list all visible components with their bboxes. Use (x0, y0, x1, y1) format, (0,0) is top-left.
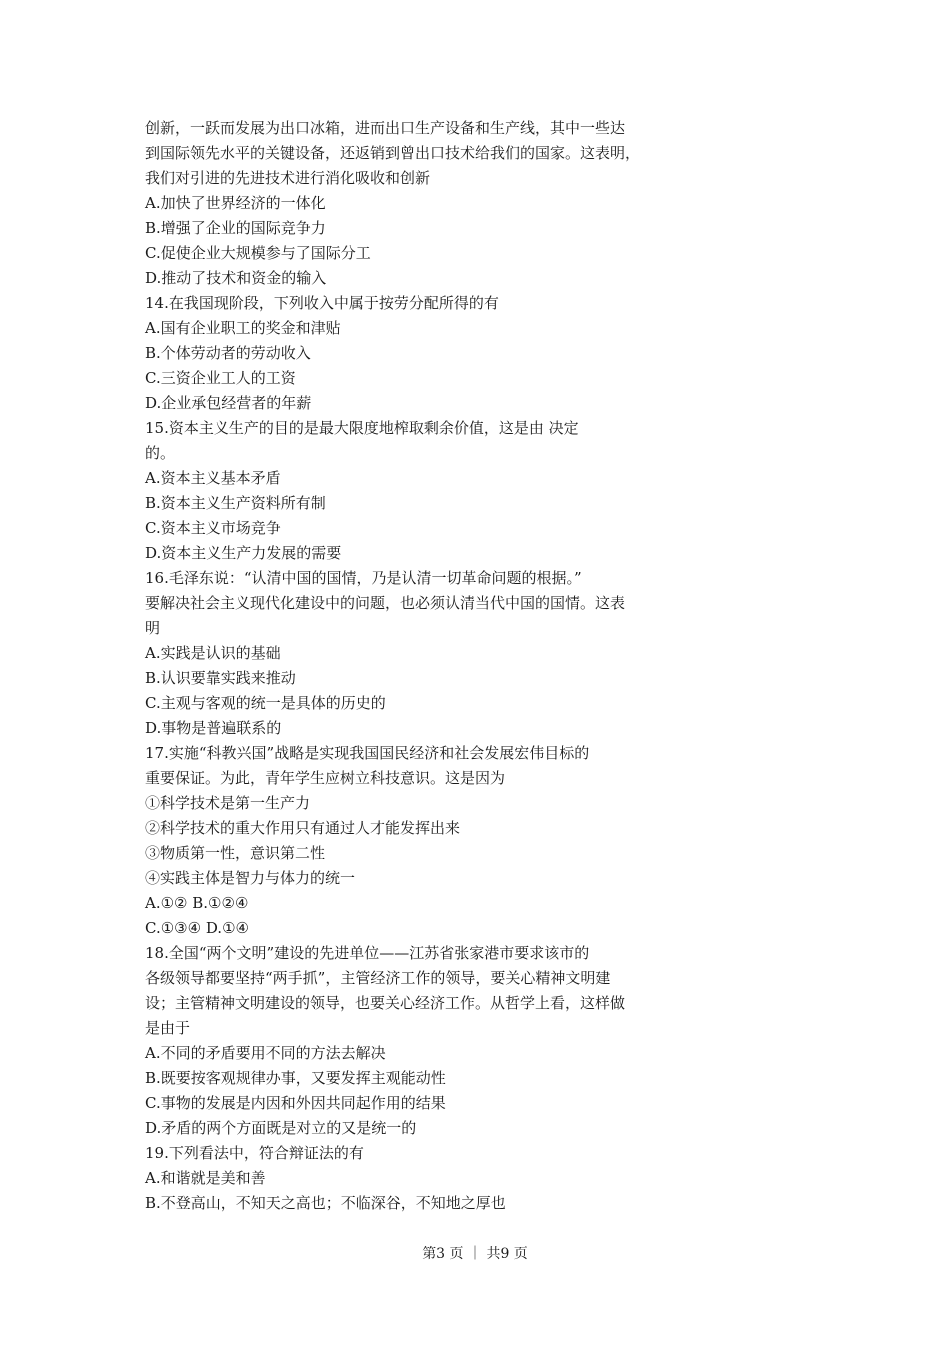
text-line: 创新，一跃而发展为出口冰箱，进而出口生产设备和生产线，其中一些达 (145, 119, 626, 137)
text-line: A.资本主义基本矛盾 (145, 469, 281, 487)
text-line: ①科学技术是第一生产力 (145, 794, 311, 812)
text-line: A.加快了世界经济的一体化 (145, 194, 326, 212)
text-line: 要解决社会主义现代化建设中的问题，也必须认清当代中国的国情。这表 (145, 594, 626, 612)
text-line: D.事物是普遍联系的 (145, 719, 282, 737)
text-line: A.和谐就是美和善 (145, 1169, 266, 1187)
text-line: 到国际领先水平的关键设备，还返销到曾出口技术给我们的国家。这表明， (145, 144, 641, 162)
text-line: D.推动了技术和资金的输入 (145, 269, 327, 287)
text-line: 是由于 (145, 1019, 191, 1037)
text-line: B.不登高山，不知天之高也；不临深谷，不知地之厚也 (145, 1194, 506, 1212)
text-line: A.国有企业职工的奖金和津贴 (145, 319, 341, 337)
text-line: 设；主管精神文明建设的领导，也要关心经济工作。从哲学上看，这样做 (145, 994, 626, 1012)
text-line: B.个体劳动者的劳动收入 (145, 344, 311, 362)
page-footer: 第3 页 ｜ 共9 页 (422, 1246, 528, 1262)
page-body (145, 116, 705, 1216)
text-line: 重要保证。为此，青年学生应树立科技意识。这是因为 (145, 769, 506, 787)
text-line: 的。 (145, 444, 176, 462)
text-line: 我们对引进的先进技术进行消化吸收和创新 (145, 169, 431, 187)
text-line: 17.实施“科教兴国”战略是实现我国国民经济和社会发展宏伟目标的 (145, 744, 590, 762)
text-line: C.事物的发展是内因和外因共同起作用的结果 (145, 1094, 446, 1112)
text-line: ②科学技术的重大作用只有通过人才能发挥出来 (145, 819, 461, 837)
text-line: C.促使企业大规模参与了国际分工 (145, 244, 371, 262)
text-line: ④实践主体是智力与体力的统一 (145, 869, 356, 887)
text-line: 14.在我国现阶段，下列收入中属于按劳分配所得的有 (145, 294, 499, 312)
text-line: B.增强了企业的国际竞争力 (145, 219, 326, 237)
text-line: D.资本主义生产力发展的需要 (145, 544, 342, 562)
text-line: B.资本主义生产资料所有制 (145, 494, 326, 512)
text-line: D.企业承包经营者的年薪 (145, 394, 312, 412)
text-line: B.既要按客观规律办事，又要发挥主观能动性 (145, 1069, 446, 1087)
text-line: C.主观与客观的统一是具体的历史的 (145, 694, 386, 712)
text-line: 15.资本主义生产的目的是最大限度地榨取剩余价值，这是由 决定 (145, 419, 579, 437)
text-line: C.资本主义市场竞争 (145, 519, 281, 537)
text-line: 19.下列看法中，符合辩证法的有 (145, 1144, 364, 1162)
text-line: 各级领导都要坚持“两手抓”，主管经济工作的领导，要关心精神文明建 (145, 969, 611, 987)
text-line: C.①③④ D.①④ (145, 919, 249, 937)
text-line: A.不同的矛盾要用不同的方法去解决 (145, 1044, 386, 1062)
text-line: ③物质第一性，意识第二性 (145, 844, 326, 862)
text-line: A.实践是认识的基础 (145, 644, 281, 662)
text-line: 明 (145, 619, 161, 637)
text-line: D.矛盾的两个方面既是对立的又是统一的 (145, 1119, 417, 1137)
text-line: B.认识要靠实践来推动 (145, 669, 296, 687)
text-line: C.三资企业工人的工资 (145, 369, 296, 387)
text-line: 16.毛泽东说：“认清中国的国情，乃是认清一切革命问题的根据。” (145, 569, 582, 587)
text-line: 18.全国“两个文明”建设的先进单位——江苏省张家港市要求该市的 (145, 944, 590, 962)
text-line: A.①② B.①②④ (145, 894, 249, 912)
